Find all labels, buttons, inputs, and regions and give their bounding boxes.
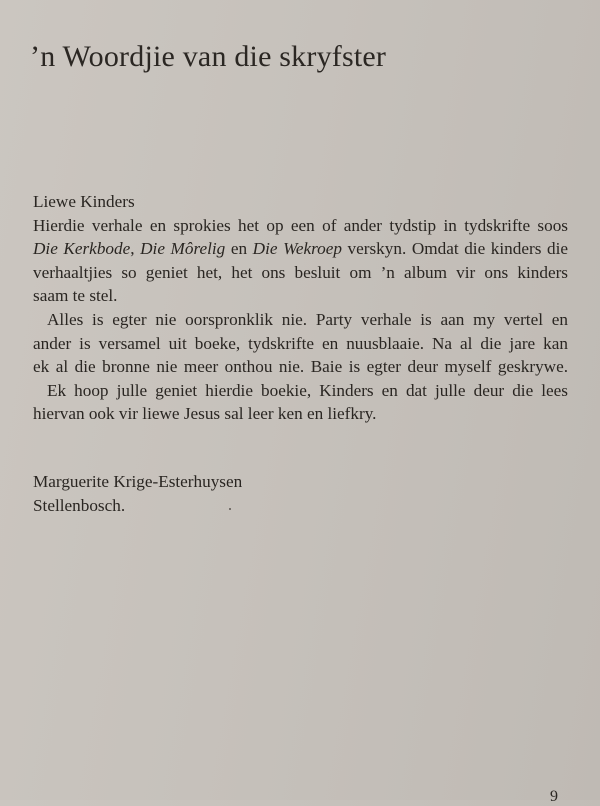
author-place: Stellenbosch. bbox=[33, 495, 126, 515]
paragraph-1-line-3: verhaaltjies so geniet het, het ons besluit om ’n album vir ons kinders bbox=[33, 262, 568, 282]
letter-body bbox=[33, 190, 568, 426]
paragraph-3-line-1: Ek hoop julle geniet hierdie boekie, Kinders en dat julle deur die lees bbox=[47, 380, 568, 400]
magazine-title-kerkbode: Die Kerkbode bbox=[33, 239, 131, 259]
magazine-title-wekroep: Die Wekroep bbox=[252, 239, 342, 259]
author-name: Marguerite Krige-Esterhuysen bbox=[33, 472, 243, 491]
paragraph-3-line-2: hiervan ook vir liewe Jesus sal leer ken en liefkry. bbox=[33, 404, 377, 424]
paper-speck bbox=[229, 508, 231, 510]
paragraph-2-line-3: ek al die bronne nie meer onthou nie. Baie is egter deur myself geskrywe. bbox=[33, 357, 568, 377]
paragraph-2-line-2: ander is versamel uit boeke, tydskrifte en nuusblaaie. Na al die jare kan bbox=[33, 333, 568, 353]
paragraph-1-line-1: Hierdie verhale en sprokies het op een of ander tydstip in tydskrifte soos bbox=[33, 215, 568, 235]
page-title: ’n Woordjie van die skryfster bbox=[30, 40, 387, 73]
salutation: Liewe Kinders bbox=[33, 192, 135, 211]
magazine-title-morelig: Die Môrelig bbox=[140, 239, 226, 259]
paragraph-1-line-2 bbox=[33, 237, 568, 261]
page-number: 9 bbox=[550, 788, 558, 805]
signature-block bbox=[33, 470, 242, 517]
separator: , bbox=[130, 239, 141, 259]
separator: en bbox=[225, 239, 253, 259]
paragraph-2-line-1: Alles is egter nie oorspronklik nie. Party verhale is aan my vertel en bbox=[47, 309, 568, 329]
paragraph-1-line-2-rest: verskyn. Omdat die kinders die bbox=[341, 239, 568, 259]
paragraph-1-line-4: saam te stel. bbox=[33, 286, 118, 306]
